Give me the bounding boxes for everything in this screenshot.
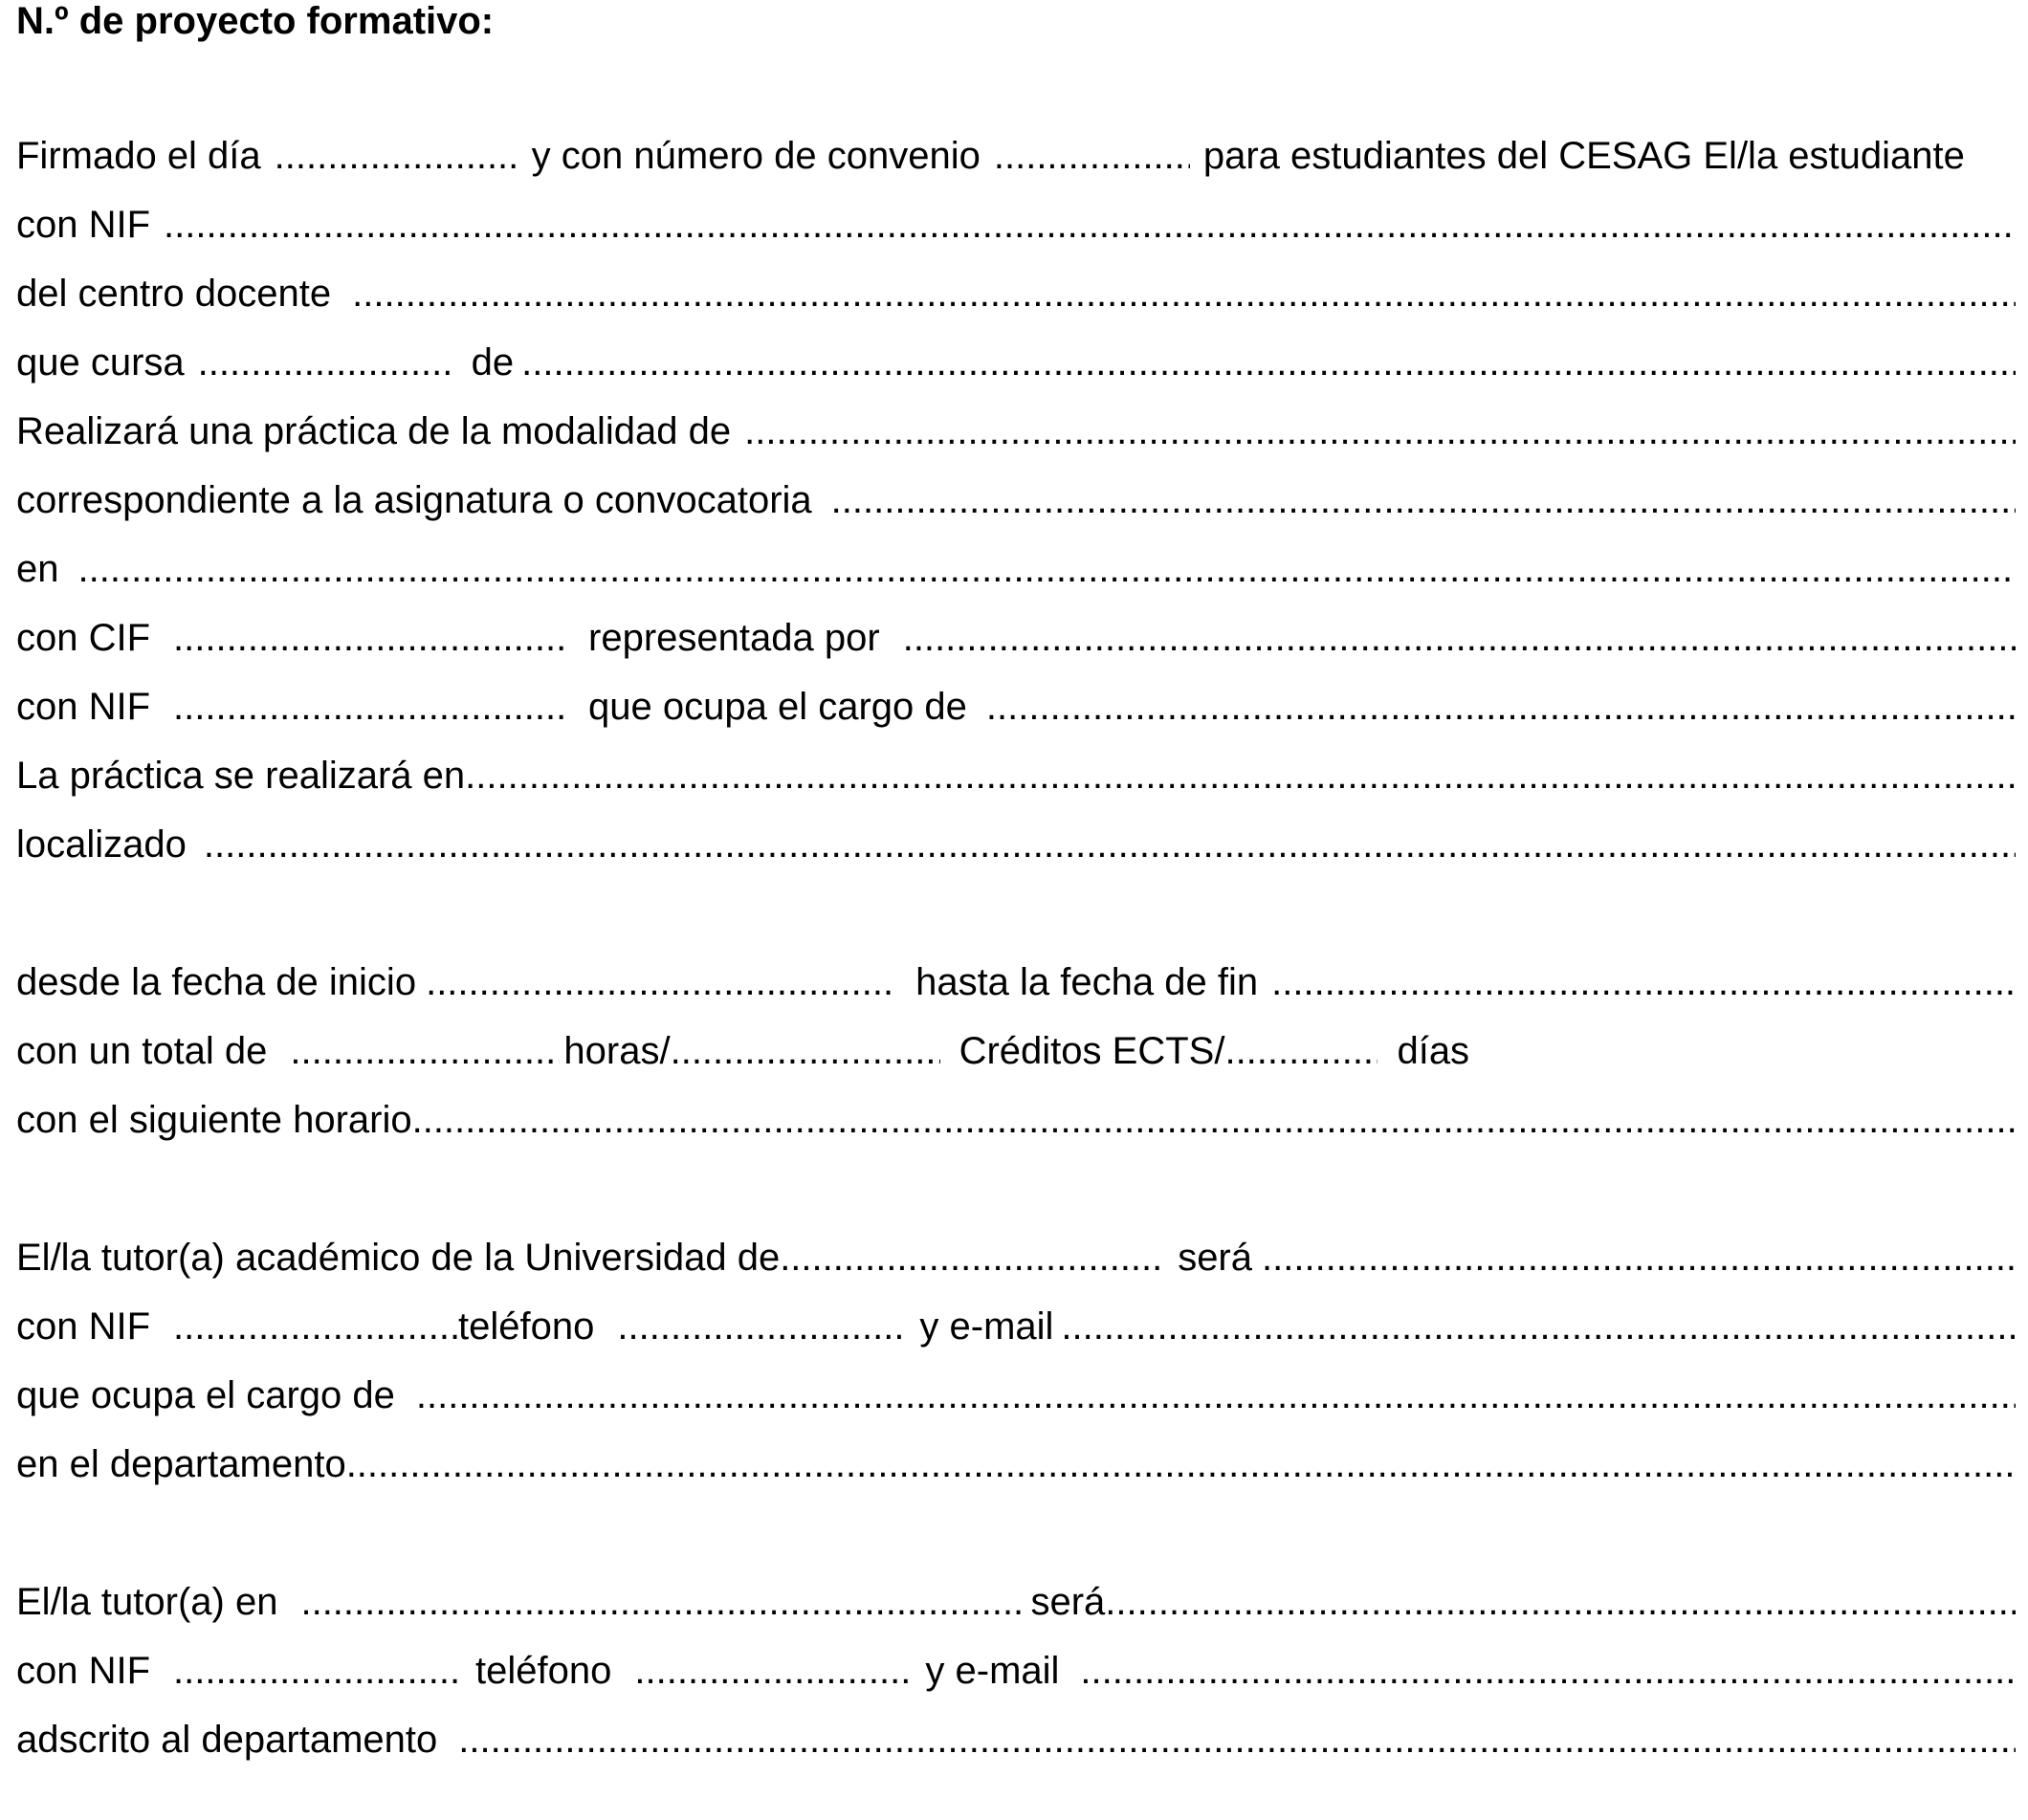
label-localizado: localizado [16,823,187,866]
field-curso[interactable] [198,339,454,386]
label-asignatura: correspondiente a la asignatura o convocatoria [16,479,812,521]
label-horario: con el siguiente horario [16,1099,412,1141]
label-con-nif: con NIF [16,1650,151,1692]
line-nif-cargo [16,683,2016,731]
field-nif-representante[interactable] [173,683,565,731]
field-tutor-empresa[interactable] [1105,1578,2016,1626]
field-modalidad[interactable] [744,407,2016,455]
field-horas[interactable] [290,1027,560,1075]
label-para-estudiantes: para estudiantes del CESAG El/la estudiante [1202,135,1965,177]
line-tutor-empresa-contacto [16,1647,2016,1695]
form-title: N.º de proyecto formativo: [16,0,495,42]
label-centro-docente: del centro docente [16,273,332,315]
field-representante[interactable] [903,614,2016,662]
label-realizara-en: La práctica se realizará en [16,755,466,797]
label-con-nif: con NIF [16,204,151,246]
line-tutor-academico-contacto [16,1303,2016,1350]
field-universidad[interactable] [780,1234,1162,1282]
label-que-cursa: que cursa [16,341,185,384]
label-con-nif: con NIF [16,686,151,728]
field-fecha-firma[interactable] [275,132,518,180]
label-con-un-total: con un total de [16,1030,268,1072]
label-cargo: que ocupa el cargo de [16,1374,395,1416]
line-tutor-empresa-depto [16,1716,2016,1764]
line-tutor-academico-depto [16,1440,2016,1488]
line-total [16,1027,1469,1075]
field-nif-tutor-academico[interactable] [173,1303,458,1350]
label-con-nif: con NIF [16,1305,151,1348]
field-lugar-practica[interactable] [465,752,2016,800]
label-de: de [471,341,515,384]
line-nif-estudiante [16,201,2016,249]
label-cargo: que ocupa el cargo de [588,686,967,728]
label-departamento: en el departamento [16,1443,346,1485]
field-entidad-tutor[interactable] [300,1578,1023,1626]
field-entidad[interactable] [78,545,2017,593]
field-creditos[interactable] [671,1027,940,1075]
field-telefono-tutor-empresa[interactable] [634,1647,908,1695]
label-adscrito-departamento: adscrito al departamento [16,1719,438,1761]
field-cif[interactable] [173,614,565,662]
label-telefono: teléfono [475,1650,612,1692]
field-centro-docente[interactable] [352,270,2016,318]
label-tutor-academico: El/la tutor(a) académico de la Universidad de [16,1237,781,1279]
line-localizado [16,821,2016,868]
line-horario [16,1096,2016,1144]
label-email: y e-mail [925,1650,1060,1692]
field-estudios[interactable] [521,339,2016,386]
line-fechas [16,958,2016,1006]
label-modalidad: Realizará una práctica de la modalidad de [16,410,732,452]
field-localizacion[interactable] [204,821,2016,868]
label-email: y e-mail [919,1305,1054,1348]
field-email-tutor-academico[interactable] [1061,1303,2016,1350]
label-sera: será [1030,1581,1106,1623]
label-con-cif: con CIF [16,617,151,659]
line-realizara-en [16,752,2016,800]
label-tutor-en: El/la tutor(a) en [16,1581,278,1623]
field-numero-convenio[interactable] [994,132,1190,180]
field-telefono-tutor-academico[interactable] [617,1303,904,1350]
label-numero-convenio: y con número de convenio [531,135,981,177]
line-en [16,545,2016,593]
label-sera: será [1178,1237,1252,1279]
line-asignatura [16,476,2016,524]
field-fecha-fin[interactable] [1271,958,2016,1006]
field-cargo-representante[interactable] [986,683,2016,731]
field-asignatura[interactable] [831,476,2016,524]
line-tutor-academico [16,1234,2016,1282]
field-nif-estudiante[interactable] [164,201,2016,249]
line-cursa [16,339,2016,386]
label-firmado-dia: Firmado el día [16,135,261,177]
line-modalidad [16,407,2016,455]
field-nif-tutor-empresa[interactable] [173,1647,458,1695]
form-document [16,0,2016,1761]
label-horas: horas/ [563,1030,671,1072]
field-dias[interactable] [1224,1027,1378,1075]
line-firmado [16,132,2016,180]
line-centro-docente [16,270,2016,318]
label-en: en [16,548,59,590]
field-departamento-tutor-academico[interactable] [346,1440,2016,1488]
line-cif [16,614,2016,662]
field-cargo-tutor-academico[interactable] [416,1371,2016,1419]
line-tutor-empresa [16,1578,2016,1626]
label-dias: días [1397,1030,1470,1072]
label-creditos-ects: Créditos ECTS/ [959,1030,1225,1072]
field-departamento-tutor-empresa[interactable] [458,1716,2016,1764]
label-representada-por: representada por [588,617,880,659]
field-tutor-academico[interactable] [1262,1234,2016,1282]
label-fecha-inicio: desde la fecha de inicio [16,961,417,1003]
label-telefono: teléfono [458,1305,595,1348]
field-horario[interactable] [412,1096,2016,1144]
line-tutor-academico-cargo [16,1371,2016,1419]
field-email-tutor-empresa[interactable] [1080,1647,2016,1695]
field-fecha-inicio[interactable] [426,958,896,1006]
label-fecha-fin: hasta la fecha de fin [915,961,1259,1003]
